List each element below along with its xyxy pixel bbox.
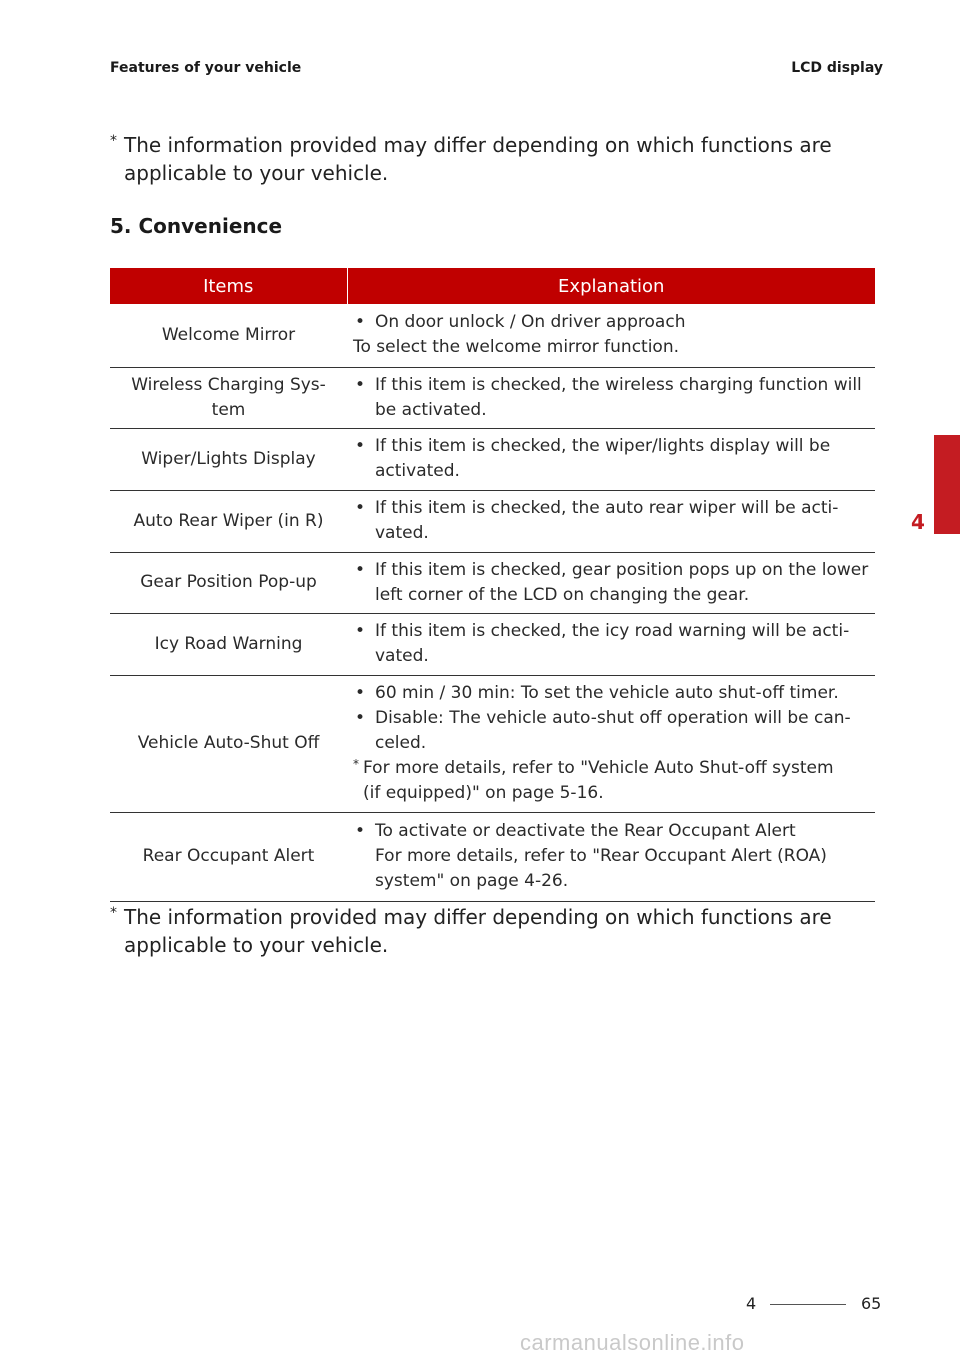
- footnote: [353, 756, 869, 806]
- row-item-label: Wireless Charging Sys-tem: [110, 367, 347, 428]
- watermark: carmanualsonline.info: [520, 1330, 745, 1355]
- row-explanation: [347, 304, 875, 367]
- row-item-label: Icy Road Warning: [110, 613, 347, 675]
- table-row: [110, 675, 875, 812]
- chapter-side-tab: [934, 435, 960, 534]
- row-explanation: [347, 428, 875, 490]
- bullet-text: • If this item is checked, the auto rear wiper will be acti-vated.: [353, 496, 869, 546]
- explanation-text: To select the welcome mirror function.: [353, 337, 680, 358]
- column-header-items: Items: [110, 268, 347, 304]
- row-explanation: [347, 367, 875, 428]
- table-row: [110, 367, 875, 428]
- row-item-label: Vehicle Auto-Shut Off: [110, 675, 347, 812]
- row-item-label: Wiper/Lights Display: [110, 428, 347, 490]
- table-row: [110, 490, 875, 552]
- footnote-asterisk: *: [353, 757, 359, 771]
- footer-page-number: 65: [861, 1294, 882, 1313]
- footnote-text: For more details, refer to "Vehicle Auto Shut-off system: [363, 758, 834, 778]
- convenience-table: [110, 268, 875, 902]
- running-header-topic: LCD display: [791, 60, 883, 76]
- note-asterisk: *: [110, 905, 117, 921]
- bullet-text: • If this item is checked, the wireless charging function will be activated.: [353, 373, 869, 423]
- row-item-label: Gear Position Pop-up: [110, 552, 347, 613]
- bullet-text: • If this item is checked, the wiper/lights display will be activated.: [353, 434, 869, 484]
- bullet-text: • Disable: The vehicle auto-shut off operation will be can-celed.: [353, 706, 869, 756]
- row-explanation: [347, 490, 875, 552]
- row-explanation: [347, 675, 875, 812]
- bullet-text: • If this item is checked, the icy road warning will be acti-vated.: [353, 619, 869, 669]
- footer-chapter-number: 4: [746, 1294, 757, 1313]
- bullet-text: • If this item is checked, gear position pops up on the lower left corner of the LCD on changing the gear.: [353, 558, 869, 608]
- info-note-bottom: [110, 903, 890, 959]
- section-title: 5. Convenience: [110, 214, 283, 238]
- chapter-side-number: 4: [911, 510, 925, 534]
- row-explanation: [347, 613, 875, 675]
- table-row: [110, 552, 875, 613]
- column-header-explanation: Explanation: [347, 268, 875, 304]
- bullet-text: • On door unlock / On driver approach: [353, 310, 869, 335]
- table-row: [110, 812, 875, 901]
- table-row: [110, 428, 875, 490]
- row-item-label: Auto Rear Wiper (in R): [110, 490, 347, 552]
- info-note-top: [110, 131, 890, 187]
- bullet-text: • 60 min / 30 min: To set the vehicle auto shut-off timer.: [353, 681, 869, 706]
- table-header-row: [110, 268, 875, 304]
- explanation-text: For more details, refer to "Rear Occupant Alert (ROA) system" on page 4-26.: [375, 846, 827, 891]
- note-text: The information provided may differ depending on which functions are applicable to your vehicle.: [124, 133, 832, 185]
- row-item-label: Rear Occupant Alert: [110, 812, 347, 901]
- note-asterisk: *: [110, 133, 117, 149]
- running-header-section: Features of your vehicle: [110, 60, 302, 76]
- row-explanation: [347, 552, 875, 613]
- note-text: The information provided may differ depending on which functions are applicable to your vehicle.: [124, 905, 832, 957]
- footnote-text-continued: (if equipped)" on page 5-16.: [363, 783, 604, 803]
- row-explanation: [347, 812, 875, 901]
- row-item-label: Welcome Mirror: [110, 304, 347, 367]
- bullet-text: • To activate or deactivate the Rear Occupant Alert: [353, 819, 869, 844]
- table-row: [110, 613, 875, 675]
- table-row: [110, 304, 875, 367]
- footer-divider: [770, 1304, 846, 1305]
